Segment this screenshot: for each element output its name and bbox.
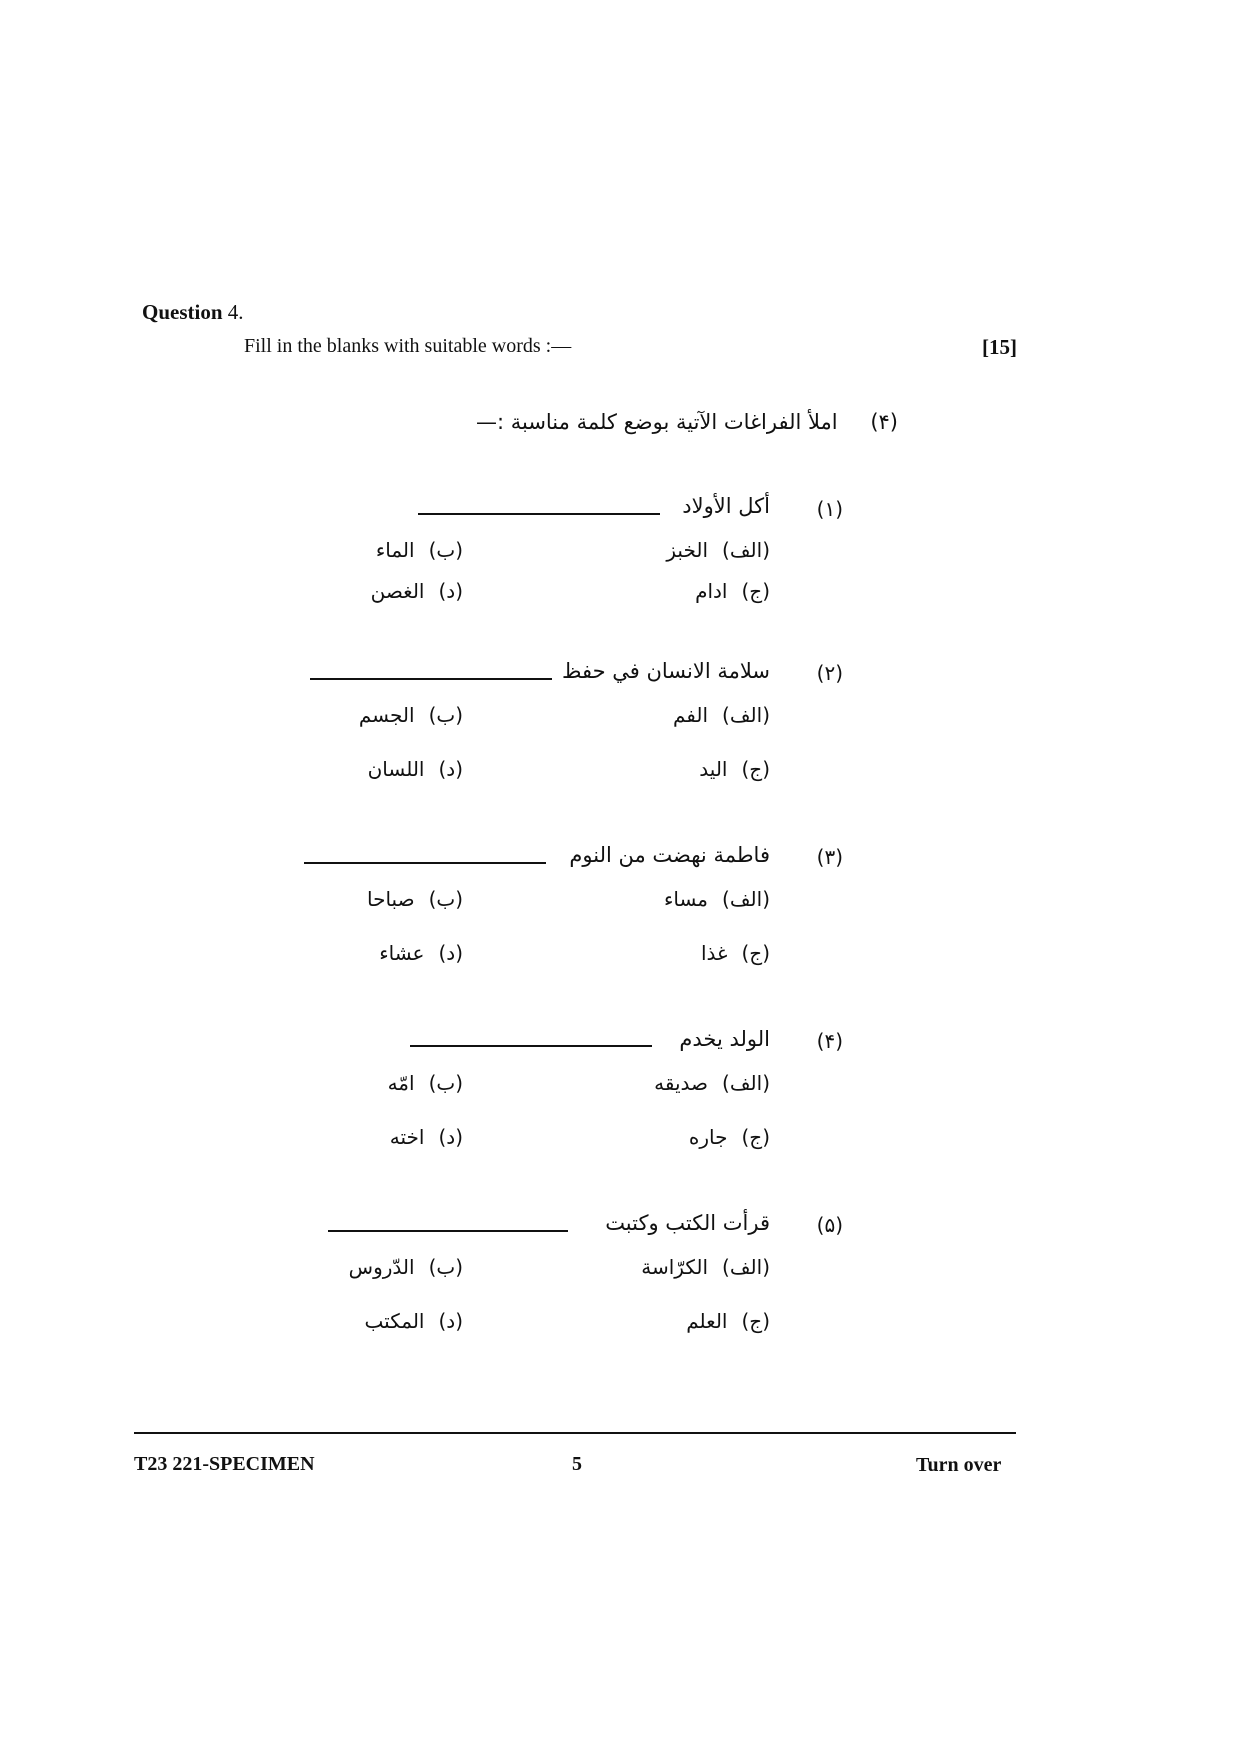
answer-blank (328, 1230, 568, 1232)
item-stem: قرأت الكتب وكتبت (605, 1211, 770, 1235)
option-b (349, 1255, 463, 1279)
turn-over: Turn over (916, 1454, 1002, 1476)
question-heading (142, 300, 244, 325)
page-number: 5 (572, 1453, 582, 1475)
option-text: امّه (387, 1071, 415, 1095)
option-label: (ب) (428, 887, 463, 911)
option-d (368, 757, 463, 781)
option-text: الفم (672, 703, 709, 727)
option-label: (ب) (428, 1071, 463, 1095)
option-text: عشاء (379, 941, 425, 965)
option-a (664, 887, 770, 911)
item-stem: أكل الأولاد (682, 494, 770, 518)
option-a (673, 703, 770, 727)
option-label: (د) (438, 1309, 463, 1333)
option-d (365, 1309, 463, 1333)
option-label: (ب) (428, 538, 463, 562)
item-number: (۱) (816, 497, 843, 521)
option-label: (ج) (741, 1309, 770, 1333)
option-text: الخبز (666, 538, 709, 562)
option-label: (الف) (722, 887, 770, 911)
option-label: (الف) (722, 703, 770, 727)
question-number: 4. (227, 300, 244, 324)
option-a (654, 1071, 770, 1095)
option-c (701, 941, 770, 965)
option-c (695, 579, 770, 603)
option-text: غذا (700, 941, 728, 965)
answer-blank (304, 862, 546, 864)
option-b (367, 887, 463, 911)
option-text: العلم (686, 1309, 728, 1333)
option-d (371, 579, 463, 603)
option-a (641, 1255, 770, 1279)
item-number: (۵) (816, 1213, 843, 1237)
option-text: الجسم (358, 703, 415, 727)
option-label: (ج) (741, 1125, 770, 1149)
option-c (686, 1309, 770, 1333)
option-label: (الف) (722, 1255, 770, 1279)
option-text: صباحا (366, 887, 415, 911)
option-c (699, 757, 770, 781)
option-label: (ج) (741, 579, 770, 603)
instruction-arabic (476, 410, 898, 434)
option-label: (د) (438, 757, 463, 781)
option-b (376, 538, 463, 562)
option-text: ادام (695, 579, 728, 603)
paper-code: T23 221-SPECIMEN (134, 1453, 315, 1475)
question-label: Question (142, 300, 223, 324)
item-number: (۳) (816, 845, 843, 869)
instruction-arabic-number: (۴) (870, 410, 898, 434)
option-b (359, 703, 463, 727)
option-a (666, 538, 770, 562)
option-text: صديقه (654, 1071, 709, 1095)
option-d (390, 1125, 463, 1149)
option-text: اخته (389, 1125, 425, 1149)
item-number: (۴) (816, 1029, 843, 1053)
option-d (379, 941, 463, 965)
item-stem: الولد يخدم (679, 1027, 770, 1051)
option-label: (ج) (741, 941, 770, 965)
footer-rule (134, 1432, 1016, 1434)
answer-blank (418, 513, 660, 515)
option-text: الدّروس (348, 1255, 415, 1279)
option-label: (د) (438, 1125, 463, 1149)
option-text: الغصن (370, 579, 425, 603)
option-text: جاره (688, 1125, 728, 1149)
option-text: اللسان (367, 757, 425, 781)
marks-total: [15] (982, 335, 1017, 359)
item-number: (۲) (816, 661, 843, 685)
option-label: (ج) (741, 757, 770, 781)
option-text: الكرّاسة (641, 1255, 709, 1279)
option-label: (د) (438, 579, 463, 603)
item-stem: فاطمة نهضت من النوم (569, 843, 770, 867)
option-b (388, 1071, 463, 1095)
option-text: اليد (699, 757, 728, 781)
option-text: الماء (375, 538, 415, 562)
item-stem: سلامة الانسان في حفظ (562, 659, 770, 683)
instruction-arabic-text: املأ الفراغات الآتية بوضع كلمة مناسبة :— (475, 410, 838, 434)
option-label: (الف) (722, 538, 770, 562)
option-label: (الف) (722, 1071, 770, 1095)
answer-blank (410, 1045, 652, 1047)
option-c (689, 1125, 770, 1149)
option-text: مساء (663, 887, 709, 911)
instruction-english: Fill in the blanks with suitable words :— (244, 335, 572, 357)
option-label: (ب) (428, 1255, 463, 1279)
option-label: (د) (438, 941, 463, 965)
option-text: المكتب (364, 1309, 425, 1333)
option-label: (ب) (428, 703, 463, 727)
answer-blank (310, 678, 552, 680)
